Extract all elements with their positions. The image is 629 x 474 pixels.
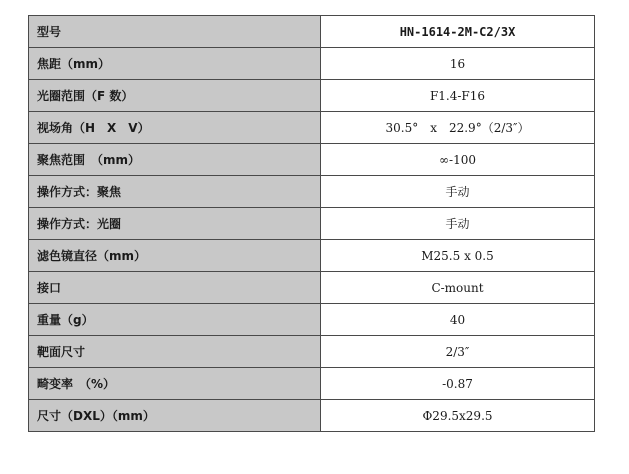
spec-value: 30.5° x 22.9°（2/3″） bbox=[321, 112, 595, 144]
table-row bbox=[29, 368, 595, 400]
spec-value: 40 bbox=[321, 304, 595, 336]
table-row bbox=[29, 112, 595, 144]
spec-label: 光圈范围（F 数） bbox=[29, 80, 321, 112]
spec-label: 操作方式：光圈 bbox=[29, 208, 321, 240]
table-row bbox=[29, 272, 595, 304]
spec-label: 型号 bbox=[29, 16, 321, 48]
table-row bbox=[29, 400, 595, 432]
table-row bbox=[29, 144, 595, 176]
spec-table-body bbox=[29, 16, 595, 432]
spec-label: 视场角（H X V） bbox=[29, 112, 321, 144]
spec-label: 靶面尺寸 bbox=[29, 336, 321, 368]
spec-value: 手动 bbox=[321, 176, 595, 208]
table-row bbox=[29, 48, 595, 80]
spec-value: 2/3″ bbox=[321, 336, 595, 368]
spec-value: -0.87 bbox=[321, 368, 595, 400]
spec-label: 畸变率 （%） bbox=[29, 368, 321, 400]
spec-value: 手动 bbox=[321, 208, 595, 240]
spec-label: 接口 bbox=[29, 272, 321, 304]
table-row bbox=[29, 176, 595, 208]
spec-label: 滤色镜直径（mm） bbox=[29, 240, 321, 272]
spec-value: C-mount bbox=[321, 272, 595, 304]
table-row bbox=[29, 336, 595, 368]
table-row bbox=[29, 208, 595, 240]
spec-label: 聚焦范围 （mm） bbox=[29, 144, 321, 176]
table-row bbox=[29, 16, 595, 48]
spec-value: 16 bbox=[321, 48, 595, 80]
table-row bbox=[29, 240, 595, 272]
spec-value: Φ29.5x29.5 bbox=[321, 400, 595, 432]
spec-label: 操作方式：聚焦 bbox=[29, 176, 321, 208]
spec-value: M25.5 x 0.5 bbox=[321, 240, 595, 272]
spec-value: F1.4-F16 bbox=[321, 80, 595, 112]
spec-label: 重量（g） bbox=[29, 304, 321, 336]
spec-value: HN-1614-2M-C2/3X bbox=[321, 16, 595, 48]
spec-label: 尺寸（DXL）（mm） bbox=[29, 400, 321, 432]
spec-label: 焦距（mm） bbox=[29, 48, 321, 80]
table-row bbox=[29, 80, 595, 112]
lens-spec-table bbox=[28, 15, 595, 432]
spec-value: ∞-100 bbox=[321, 144, 595, 176]
table-row bbox=[29, 304, 595, 336]
